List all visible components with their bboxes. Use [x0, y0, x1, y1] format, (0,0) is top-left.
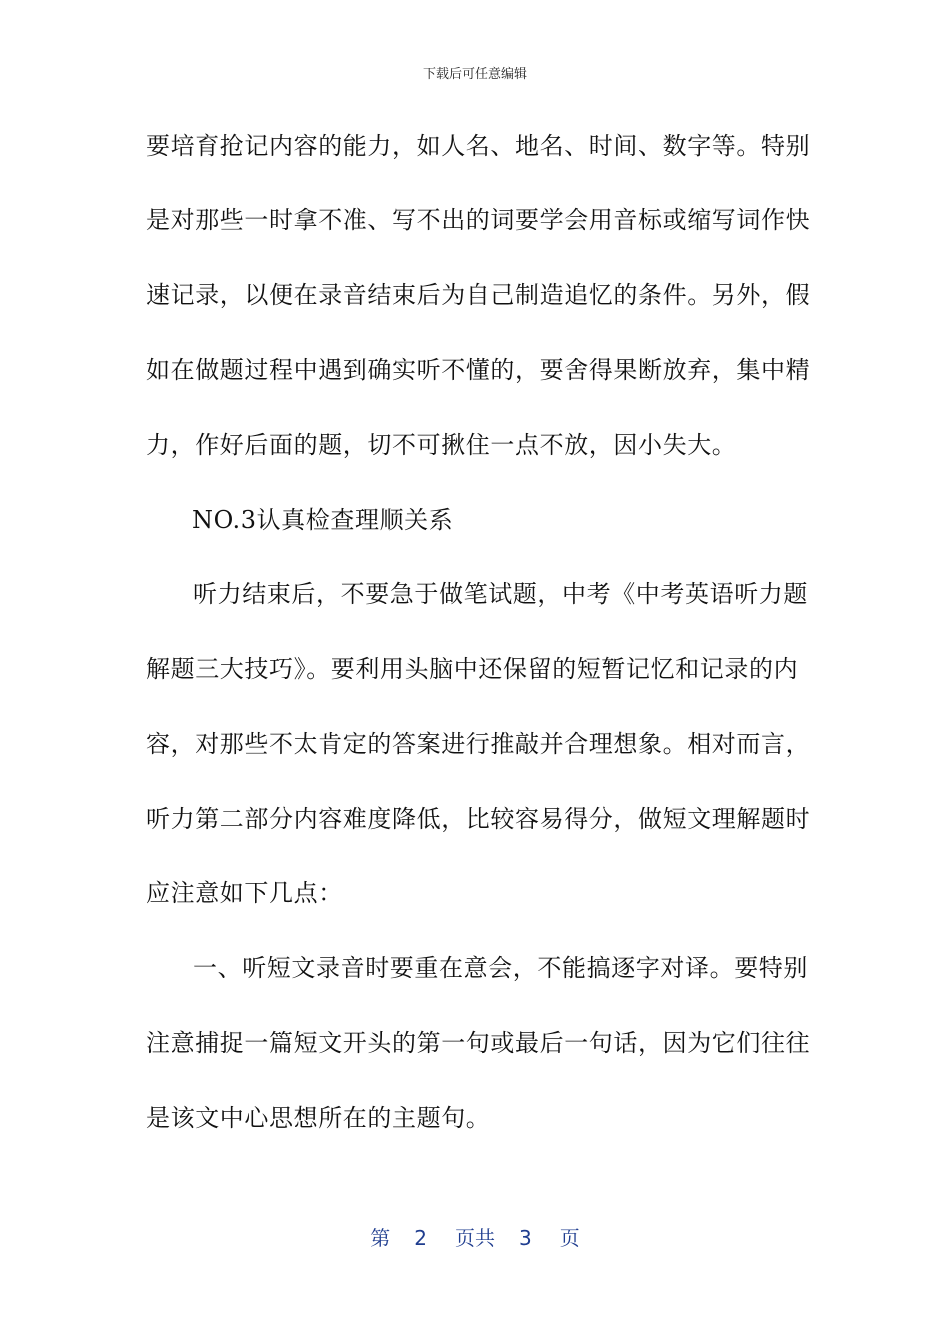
text-line: 如在做题过程中遇到确实听不懂的，要舍得果断放弃，集中精 — [146, 356, 811, 384]
footer-ye: 页 — [559, 1226, 580, 1250]
text-line: 要培育抢记内容的能力，如人名、地名、时间、数字等。特别 — [146, 132, 811, 160]
footer-di: 第 — [370, 1226, 391, 1250]
text-line: 注意捕捉一篇短文开头的第一句或最后一句话，因为它们往往 — [146, 1029, 811, 1057]
footer-ye-gong: 页共 — [455, 1226, 495, 1250]
text-line: 听力第二部分内容难度降低，比较容易得分，做短文理解题时 — [146, 805, 811, 833]
text-line: 是该文中心思想所在的主题句。 — [146, 1104, 491, 1132]
text-line: 听力结束后，不要急于做笔试题，中考《中考英语听力题 — [193, 580, 808, 608]
text-line: 力，作好后面的题，切不可揪住一点不放，因小失大。 — [146, 431, 737, 459]
text-line: 速记录，以便在录音结束后为自己制造追忆的条件。另外，假 — [146, 281, 811, 309]
text-line: 容，对那些不太肯定的答案进行推敲并合理想象。相对而言， — [146, 730, 811, 758]
text-line: 是对那些一时拿不准、写不出的词要学会用音标或缩写词作快 — [146, 206, 811, 234]
page-header: 下载后可任意编辑 — [422, 67, 527, 82]
section-heading: NO.3认真检查理顺关系 — [192, 506, 454, 534]
total-page-number: 3 — [519, 1226, 532, 1250]
text-line: 一、听短文录音时要重在意会，不能搞逐字对译。要特别 — [193, 954, 808, 982]
text-line: 应注意如下几点： — [146, 879, 343, 907]
text-line: 解题三大技巧》。要利用头脑中还保留的短暂记忆和记录的内 — [146, 655, 799, 683]
page-footer — [0, 1224, 950, 1252]
current-page-number: 2 — [414, 1226, 427, 1250]
